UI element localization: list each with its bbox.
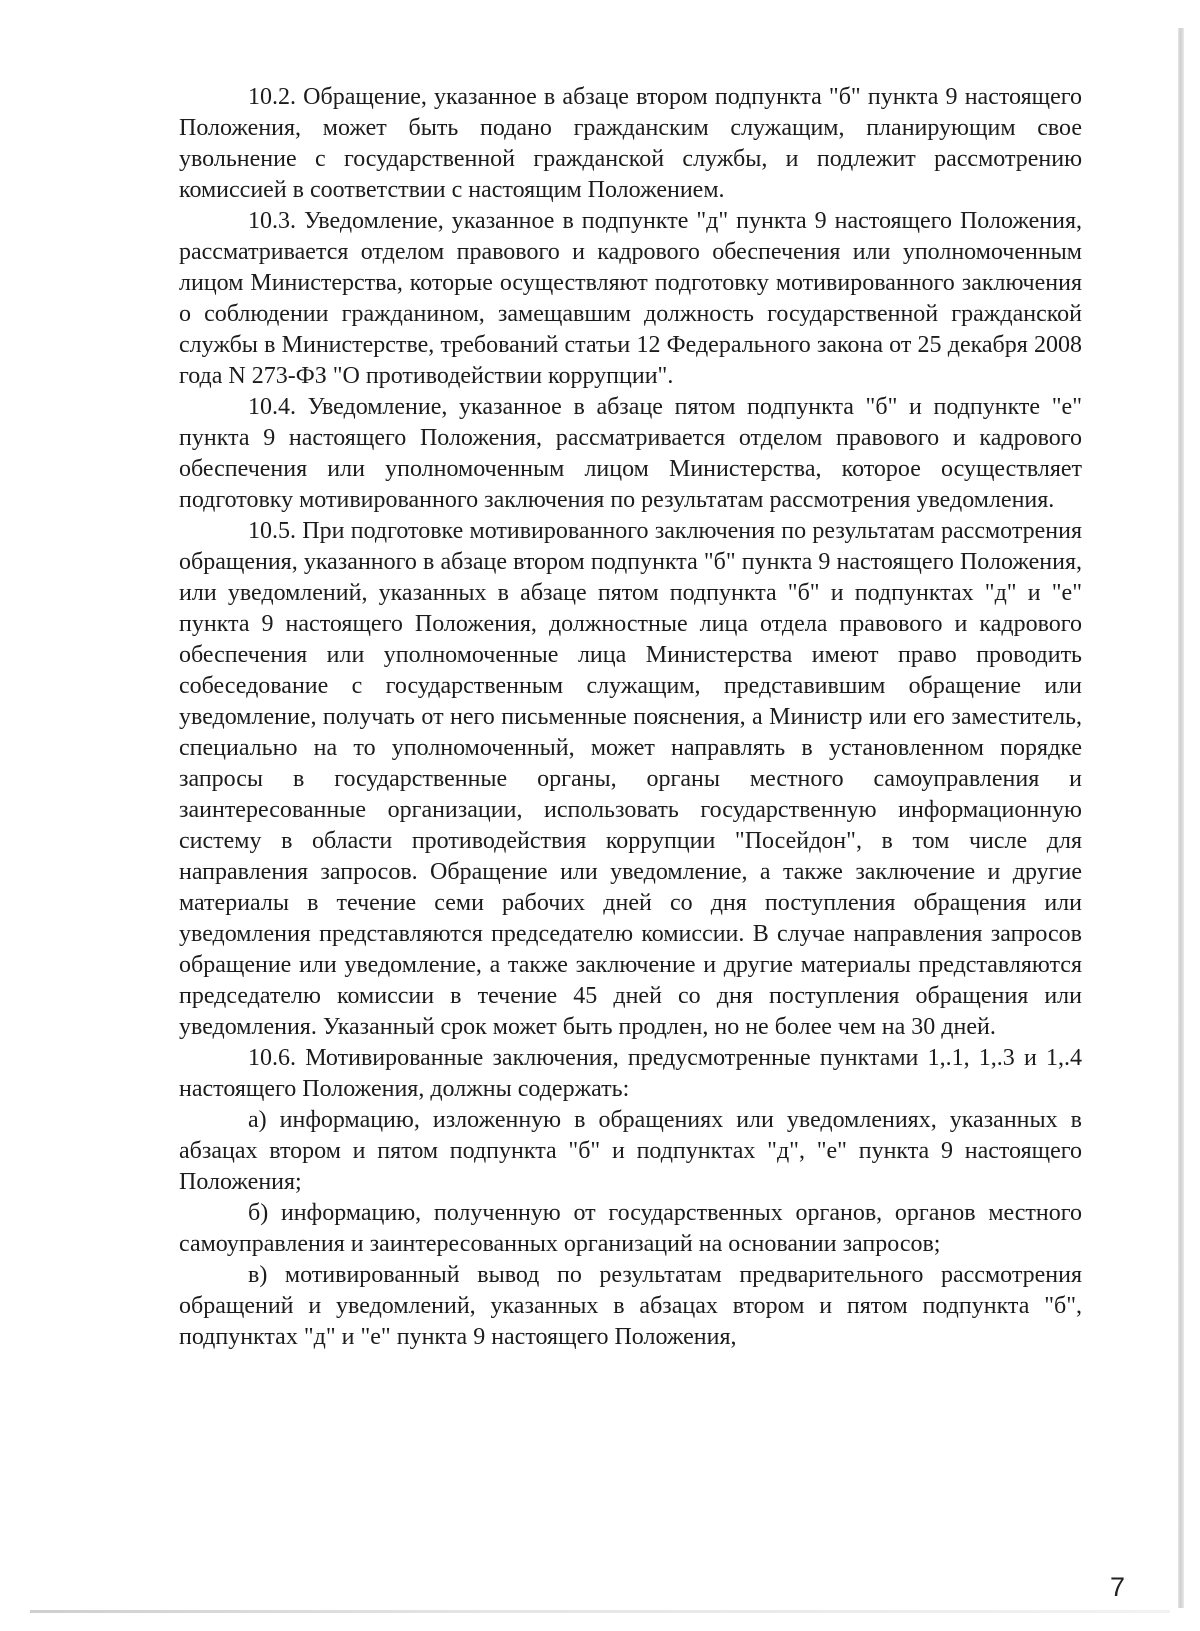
document-body — [179, 82, 1082, 1353]
paragraph-10-3: 10.3. Уведомление, указанное в подпункте "д" пункта 9 настоящего Положения, рассматривается отделом правового и кадрового обеспечения или уполномоченным лицом Министерства, которые осуществляют подготовку мотивированного заключения о соблюдении гражданином, замещавшим должность государственной гражданской службы в Министерстве, требований статьи 12 Федерального закона от 25 декабря 2008 года N 273-ФЗ "О противодействии коррупции". — [179, 208, 1082, 389]
list-item-a: а) информацию, изложенную в обращениях или уведомлениях, указанных в абзацах втором и пятом подпункта "б" и подпунктах "д", "е" пункта 9 настоящего Положения; — [179, 1107, 1082, 1195]
paragraph-10-2: 10.2. Обращение, указанное в абзаце втором подпункта "б" пункта 9 настоящего Положения, может быть подано гражданским служащим, планирующим свое увольнение с государственной гражданской службы, и подлежит рассмотрению комиссией в соответствии с настоящим Положением. — [179, 84, 1082, 203]
paragraph-10-6: 10.6. Мотивированные заключения, предусмотренные пунктами 1,.1, 1,.3 и 1,.4 настоящего Положения, должны содержать: — [179, 1045, 1082, 1102]
paragraph-10-5: 10.5. При подготовке мотивированного заключения по результатам рассмотрения обращения, указанного в абзаце втором подпункта "б" пункта 9 настоящего Положения, или уведомлений, указанных в абзаце пятом подпункта "б" и подпунктах "д" и "е" пункта 9 настоящего Положения, должностные лица отдела правового и кадрового обеспечения или уполномоченные лица Министерства имеют право проводить собеседование с государственным служащим, представившим обращение или уведомление, получать от него письменные пояснения, а Министр или его заместитель, специально на то уполномоченный, может направлять в установленном порядке запросы в государственные органы, органы местного самоуправления и заинтересованные организации, использовать государственную информационную систему в области противодействия коррупции "Посейдон", в том числе для направления запросов. Обращение или уведомление, а также заключение и другие материалы в течение семи рабочих дней со дня поступления обращения или уведомления представляются председателю комиссии. В случае направления запросов обращение или уведомление, а также заключение и другие материалы представляются председателю комиссии в течение 45 дней со дня поступления обращения или уведомления. Указанный срок может быть продлен, но не более чем на 30 дней. — [179, 518, 1082, 1040]
page-number: 7 — [1110, 1572, 1126, 1602]
scan-edge-right — [1178, 28, 1184, 1608]
list-item-v: в) мотивированный вывод по результатам предварительного рассмотрения обращений и уведомлений, указанных в абзацах втором и пятом подпункта "б", подпунктах "д" и "е" пункта 9 настоящего Положения, — [179, 1262, 1082, 1350]
paragraph-10-4: 10.4. Уведомление, указанное в абзаце пятом подпункта "б" и подпункте "е" пункта 9 настоящего Положения, рассматривается отделом правового и кадрового обеспечения или уполномоченным лицом Министерства, которое осуществляет подготовку мотивированного заключения по результатам рассмотрения уведомления. — [179, 394, 1082, 513]
list-item-b: б) информацию, полученную от государственных органов, органов местного самоуправления и заинтересованных организаций на основании запросов; — [179, 1200, 1082, 1257]
scan-edge-bottom — [30, 1610, 1170, 1613]
